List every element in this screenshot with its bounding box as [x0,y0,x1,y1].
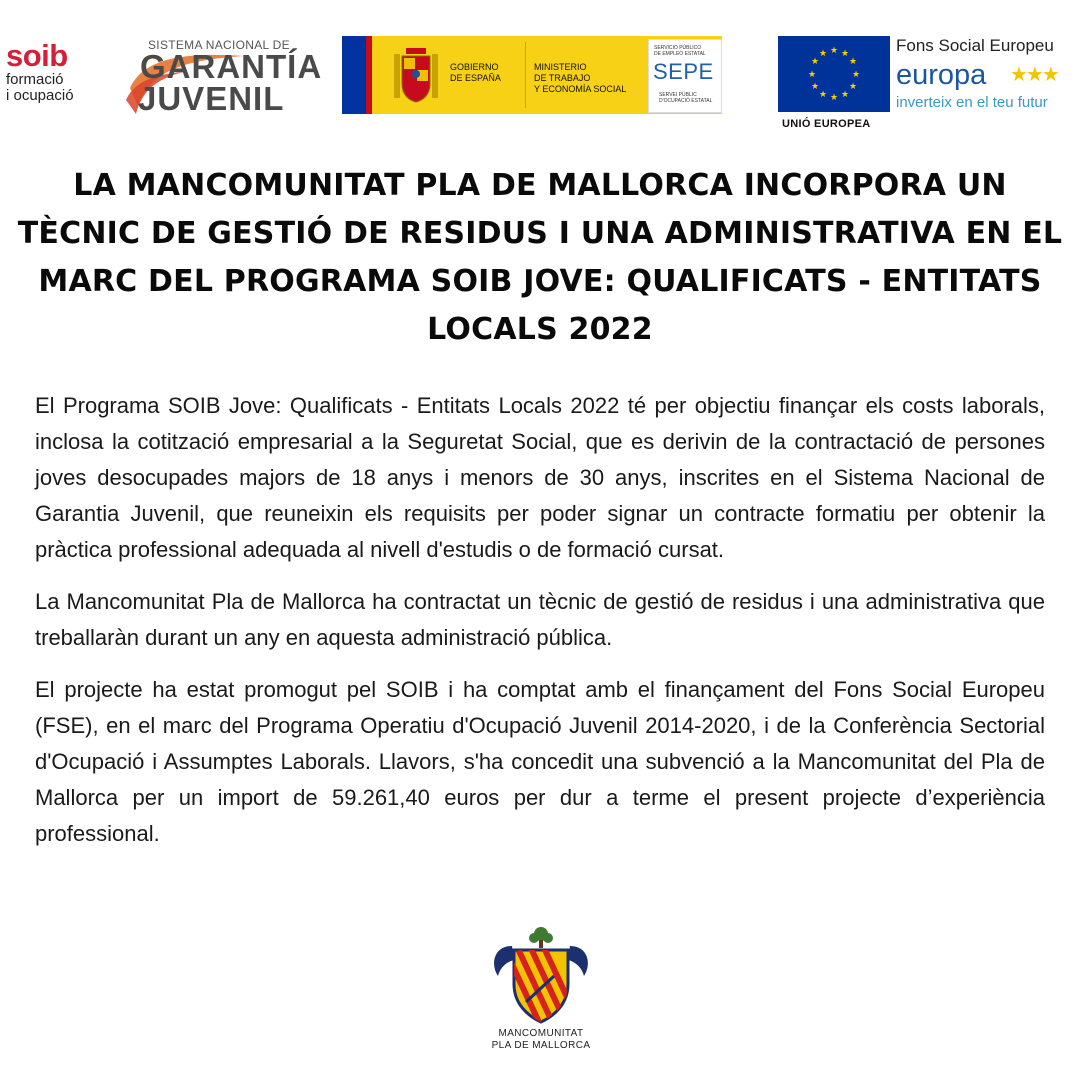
svg-text:★: ★ [840,49,850,59]
svg-text:★: ★ [848,82,858,92]
svg-text:★: ★ [810,82,820,92]
fse-title: Fons Social Europeu [896,36,1054,55]
mancomunitat-name-line2: PLA DE MALLORCA [491,1040,591,1051]
svg-text:★: ★ [818,90,828,100]
spain-coat-of-arms-icon [392,44,440,106]
stars-icon: ★★★ [1010,62,1058,86]
eu-fse-logo [778,36,1078,132]
svg-text:★: ★ [829,93,839,103]
soib-logo-name: soib [6,38,68,73]
garantia-juvenil-logo [124,38,323,117]
fse-europa: europa [896,59,987,91]
eu-flag-icon [778,36,890,112]
garantia-juvenil-line1: GARANTÍA [140,48,323,85]
mancomunitat-name [486,1028,596,1052]
sponsor-logo-bar [0,0,1080,140]
ministerio-label-text: MINISTERIO DE TRABAJO Y ECONOMÍA SOCIAL [534,62,627,94]
paragraph-hiring: La Mancomunitat Pla de Mallorca ha contractat un tècnic de gestió de residus i una administrativa que treballaràn durant un any en aquesta administració pública. [35,589,1045,650]
garantia-juvenil-line2: JUVENIL [138,80,285,117]
gobierno-espana-logo [342,36,722,114]
mancomunitat-logo [486,924,596,1064]
svg-text:★: ★ [818,49,828,59]
eu-label: UNIÓ EUROPEA [782,118,871,130]
svg-text:★: ★ [807,70,817,80]
soib-logo [6,40,106,104]
eu-stars-strip-icon [342,36,372,114]
garantia-juvenil-small: SISTEMA NACIONAL DE [148,38,290,52]
svg-text:★: ★ [851,70,861,80]
page-title: LA MANCOMUNITAT PLA DE MALLORCA INCORPORA UN TÈCNIC DE GESTIÓ DE RESIDUS I UNA ADMINISTRATIVA EN EL MARC DEL PROGRAMA SOIB JOVE: QUALIFICATS - ENTITATS LOCALS 2022 [17,168,1063,347]
gobierno-divider [525,42,526,108]
sepe-bottom-label: SERVEI PÚBLIC D'OCUPACIÓ ESTATAL [659,92,713,104]
article-body [35,388,1045,868]
mancomunitat-crest-icon [486,924,596,1028]
paragraph-programme: El Programa SOIB Jove: Qualificats - Entitats Locals 2022 té per objectiu finançar els costs laborals, inclosa la cotització empresarial a la Seguretat Social, que es derivin de la contractació de persones joves desocupades majors de 18 anys i menors de 30 anys, inscrites en el Sistema Nacional de Garantia Juvenil, que reuneixin els requisits per poder signar un contracte formatiu per obtenir la pràctica professional adequada al nivell d'estudis o de formació cursat. [35,393,1045,562]
fse-tagline: inverteix en el teu futur [896,94,1048,111]
gobierno-label-text: GOBIERNO DE ESPAÑA [450,62,501,83]
sepe-wordmark: SEPE [653,59,714,84]
svg-text:★: ★ [840,90,850,100]
mancomunitat-name-line1: MANCOMUNITAT [498,1028,584,1039]
svg-text:★: ★ [829,46,839,56]
svg-text:★: ★ [848,57,858,67]
gobierno-label [450,62,501,84]
sepe-top-label: SERVICIO PÚBLICO DE EMPLEO ESTATAL [654,45,706,57]
soib-logo-line1: formació [6,71,64,88]
paragraph-funding: El projecte ha estat promogut pel SOIB i ha comptat amb el finançament del Fons Social Europeu (FSE), en el marc del Programa Operatiu d'Ocupació Juvenil 2014-2020, i de la Conferència Sectorial d'Ocupació i Assumptes Laborals. Llavors, s'ha concedit una subvenció a la Mancomunitat del Pla de Mallorca per un import de 59.261,40 euros per dur a terme el present projecte d’experiència professional. [35,677,1045,846]
svg-text:★: ★ [810,57,820,67]
ministerio-label [534,62,626,95]
sepe-logo [648,39,722,113]
soib-logo-line2: i ocupació [6,87,74,104]
